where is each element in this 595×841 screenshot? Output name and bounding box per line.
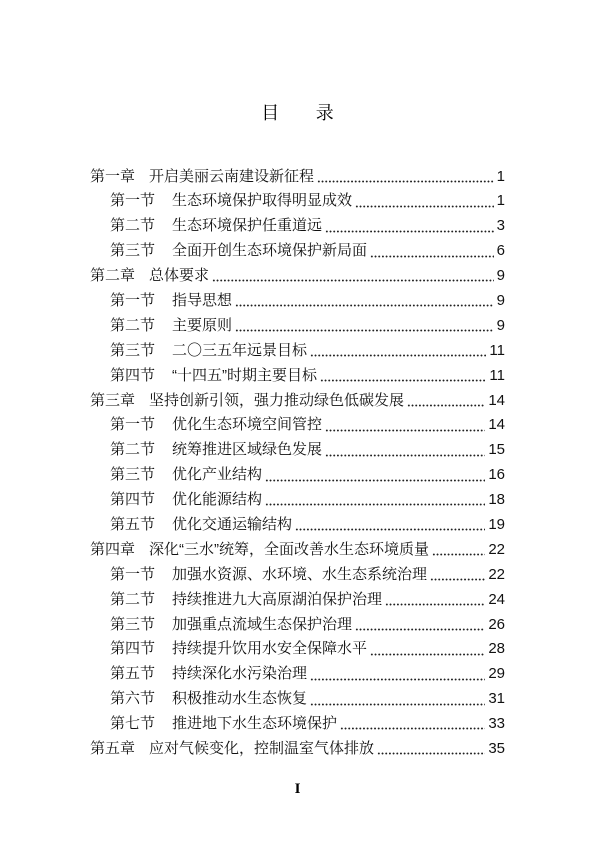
section-number: 第一节 <box>110 291 156 309</box>
page-number: 35 <box>488 739 505 757</box>
dot-leader <box>325 438 485 463</box>
dot-leader <box>325 413 485 438</box>
dot-leader <box>407 389 485 414</box>
section-number: 第二节 <box>110 590 156 608</box>
toc-entry-section-4-6 <box>90 687 505 712</box>
toc-entry-section-4-2 <box>90 588 505 613</box>
page-number: 11 <box>489 366 505 384</box>
section-number: 第七节 <box>110 715 156 733</box>
toc-entry-section-1-3 <box>90 239 505 264</box>
dot-leader <box>295 513 485 538</box>
dot-leader <box>430 563 485 588</box>
dot-leader <box>370 239 494 264</box>
section-title: 加强重点流域生态保护治理 <box>172 615 353 633</box>
page-number: 18 <box>488 491 505 509</box>
dot-leader <box>377 737 485 762</box>
chapter-number: 第三章 <box>90 391 136 409</box>
section-number: 第五节 <box>110 665 156 683</box>
toc-entry-chapter-5 <box>90 737 505 762</box>
section-number: 第四节 <box>110 491 156 509</box>
section-title: 加强水资源、水环境、水生态系统治理 <box>172 565 428 583</box>
toc-entry-section-4-4 <box>90 637 505 662</box>
page-number: 28 <box>488 640 505 658</box>
section-number: 第二节 <box>110 441 156 459</box>
footer-page-number: I <box>294 781 301 797</box>
page-number: 14 <box>488 416 505 434</box>
chapter-number: 第一章 <box>90 167 136 185</box>
page-number: 1 <box>496 167 505 185</box>
section-number: 第三节 <box>110 615 156 633</box>
page-number: 22 <box>488 540 505 558</box>
section-title: 生态环境保护取得明显成效 <box>172 192 353 210</box>
section-title: 优化生态环境空间管控 <box>172 416 323 434</box>
toc-entry-section-4-3 <box>90 613 505 638</box>
dot-leader <box>432 538 485 563</box>
section-title: 优化交通运输结构 <box>172 515 293 533</box>
toc-entry-section-1-2 <box>90 214 505 239</box>
section-title: 持续提升饮用水安全保障水平 <box>172 640 368 658</box>
toc-entry-section-4-1 <box>90 563 505 588</box>
page-number: 6 <box>496 242 505 260</box>
toc-entry-section-3-4 <box>90 488 505 513</box>
page-number: 14 <box>488 391 505 409</box>
dot-leader <box>212 264 494 289</box>
section-title: 持续深化水污染治理 <box>172 665 308 683</box>
section-title: “十四五”时期主要目标 <box>172 366 317 384</box>
page-number: 15 <box>488 441 505 459</box>
section-number: 第二节 <box>110 217 156 235</box>
section-title: 优化能源结构 <box>172 491 263 509</box>
page-number: 19 <box>488 515 505 533</box>
chapter-title: 开启美丽云南建设新征程 <box>149 167 315 185</box>
section-title: 优化产业结构 <box>172 466 263 484</box>
toc-entry-section-3-2 <box>90 438 505 463</box>
section-number: 第三节 <box>110 242 156 260</box>
dot-leader <box>310 687 485 712</box>
section-number: 第三节 <box>110 341 156 359</box>
dot-leader <box>310 662 485 687</box>
chapter-title: 深化“三水”统筹，全面改善水生态环境质量 <box>149 540 429 558</box>
toc-entry-section-1-1 <box>90 189 505 214</box>
dot-leader <box>385 588 485 613</box>
dot-leader <box>355 613 485 638</box>
toc-entry-section-2-1 <box>90 289 505 314</box>
section-title: 持续推进九大高原湖泊保护治理 <box>172 590 383 608</box>
page-number: 16 <box>488 466 505 484</box>
page-number: 9 <box>496 291 505 309</box>
dot-leader <box>310 339 486 364</box>
section-title: 主要原则 <box>172 316 233 334</box>
section-number: 第四节 <box>110 640 156 658</box>
chapter-title: 应对气候变化，控制温室气体排放 <box>149 739 375 757</box>
toc-entry-chapter-2 <box>90 264 505 289</box>
page-number: 24 <box>488 590 505 608</box>
toc-entry-section-4-7 <box>90 712 505 737</box>
page-number: 3 <box>496 217 505 235</box>
dot-leader <box>235 289 494 314</box>
page-number: 33 <box>488 715 505 733</box>
dot-leader <box>317 165 494 190</box>
toc-entry-section-3-1 <box>90 413 505 438</box>
section-title: 指导思想 <box>172 291 233 309</box>
toc-entry-chapter-4 <box>90 538 505 563</box>
toc-entry-section-2-3 <box>90 339 505 364</box>
page-number: 11 <box>489 341 505 359</box>
toc-entry-section-3-5 <box>90 513 505 538</box>
chapter-number: 第四章 <box>90 540 136 558</box>
section-title: 二〇三五年远景目标 <box>172 341 308 359</box>
page-number: 22 <box>488 565 505 583</box>
dot-leader <box>370 637 485 662</box>
toc-entry-chapter-3 <box>90 389 505 414</box>
section-title: 积极推动水生态恢复 <box>172 690 308 708</box>
page-number: 9 <box>496 316 505 334</box>
section-number: 第四节 <box>110 366 156 384</box>
section-number: 第五节 <box>110 515 156 533</box>
toc-entry-chapter-1 <box>90 165 505 190</box>
toc-entry-section-3-3 <box>90 463 505 488</box>
section-number: 第一节 <box>110 192 156 210</box>
section-title: 全面开创生态环境保护新局面 <box>172 242 368 260</box>
section-number: 第一节 <box>110 565 156 583</box>
dot-leader <box>265 488 485 513</box>
section-number: 第三节 <box>110 466 156 484</box>
toc-entry-section-4-5 <box>90 662 505 687</box>
page-title: 目 录 <box>261 103 334 123</box>
toc-entry-section-2-2 <box>90 314 505 339</box>
section-title: 推进地下水生态环境保护 <box>172 715 338 733</box>
section-number: 第二节 <box>110 316 156 334</box>
section-number: 第一节 <box>110 416 156 434</box>
toc-entry-section-2-4 <box>90 364 505 389</box>
page-number: 26 <box>488 615 505 633</box>
section-title: 生态环境保护任重道远 <box>172 217 323 235</box>
dot-leader <box>320 364 486 389</box>
dot-leader <box>340 712 485 737</box>
chapter-number: 第二章 <box>90 267 136 285</box>
page-number: 1 <box>496 192 505 210</box>
dot-leader <box>325 214 494 239</box>
page-number: 9 <box>496 267 505 285</box>
dot-leader <box>355 189 494 214</box>
section-title: 统筹推进区域绿色发展 <box>172 441 323 459</box>
page-number: 31 <box>488 690 505 708</box>
page-number: 29 <box>488 665 505 683</box>
chapter-title: 坚持创新引领，强力推动绿色低碳发展 <box>149 391 405 409</box>
chapter-title: 总体要求 <box>149 267 210 285</box>
dot-leader <box>265 463 485 488</box>
dot-leader <box>235 314 494 339</box>
section-number: 第六节 <box>110 690 156 708</box>
table-of-contents <box>90 165 505 762</box>
chapter-number: 第五章 <box>90 739 136 757</box>
